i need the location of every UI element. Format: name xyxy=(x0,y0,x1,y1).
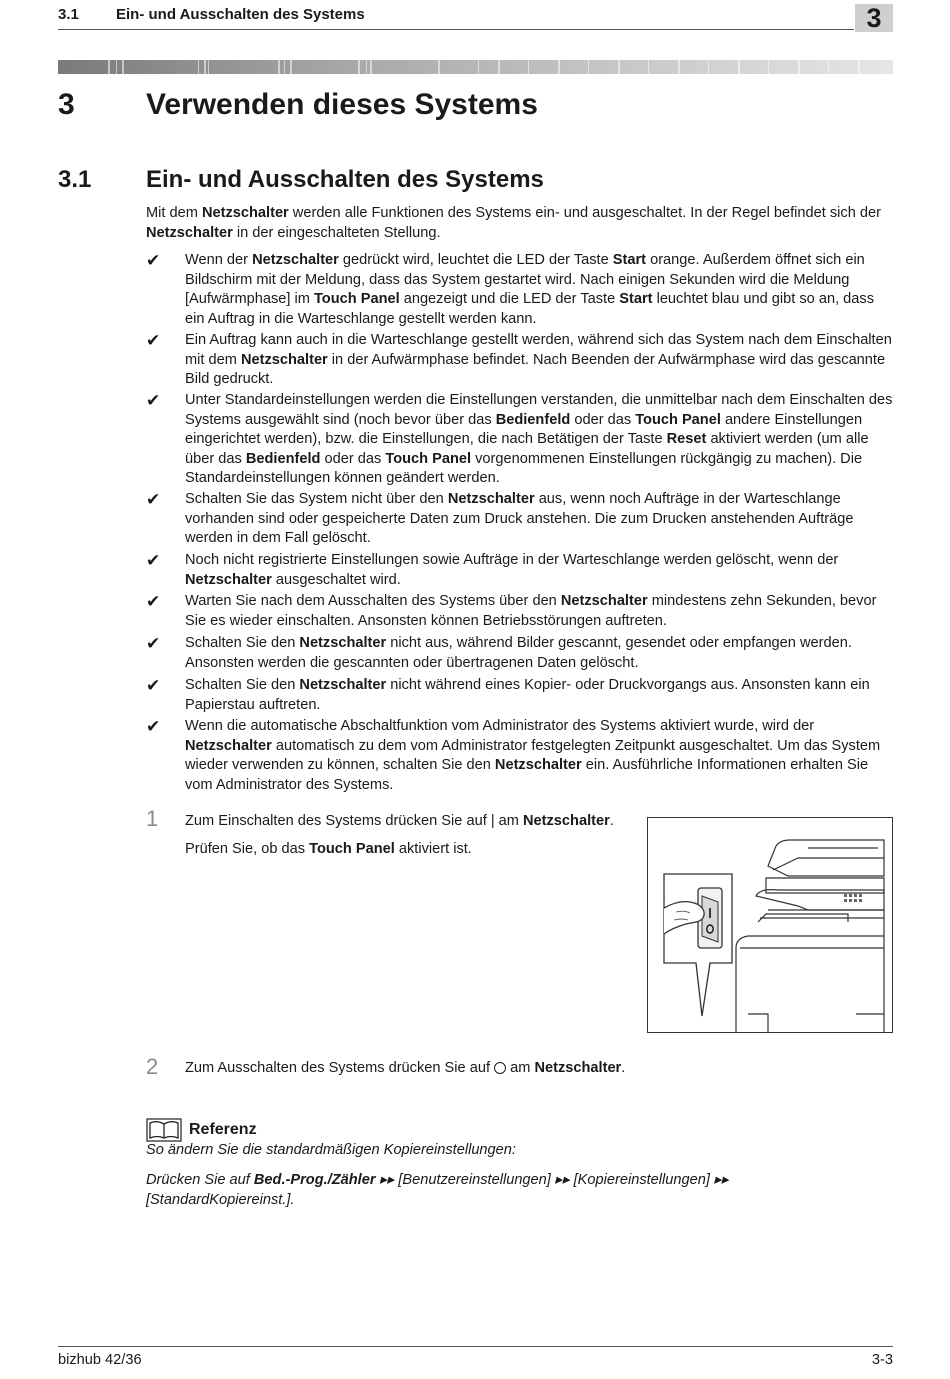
step-number: 1 xyxy=(146,806,159,831)
double-arrow-icon: ▸▸ xyxy=(554,1172,570,1188)
check-icon: ✔ xyxy=(146,717,161,736)
power-switch-illustration xyxy=(647,817,893,1033)
footer-page-number: 3-3 xyxy=(871,1352,893,1368)
bullet-item: Schalten Sie den Netzschalter nicht aus, während Bilder gescannt, gesendet oder empfangen werden. Ansonsten werden die gescannten oder übertragenen Daten gelöscht. xyxy=(185,635,852,671)
check-icon: ✔ xyxy=(146,490,161,509)
book-icon xyxy=(146,1118,182,1142)
check-icon: ✔ xyxy=(146,551,161,570)
step-number: 2 xyxy=(146,1054,159,1079)
check-icon: ✔ xyxy=(146,331,161,350)
bullet-item: Warten Sie nach dem Ausschalten des Systems über den Netzschalter mindestens zehn Sekunden, bevor Sie es wieder einschalten. Ansonsten können Betriebsstörungen auftreten. xyxy=(185,593,877,629)
check-icon: ✔ xyxy=(146,634,161,653)
reference-line: So ändern Sie die standardmäßigen Kopiereinstellungen: xyxy=(146,1142,516,1158)
double-arrow-icon: ▸▸ xyxy=(379,1172,395,1188)
header-section-number: 3.1 xyxy=(58,6,79,23)
bullet-item: Noch nicht registrierte Einstellungen sowie Aufträge in der Warteschlange werden gelöscht, wenn der Netzschalter ausgeschaltet wird. xyxy=(185,552,839,588)
chapter-title: Verwenden dieses Systems xyxy=(146,88,538,121)
reference-title: Referenz xyxy=(189,1121,257,1138)
decorative-gradient-bar xyxy=(58,60,893,74)
intro-paragraph: Mit dem Netzschalter werden alle Funktionen des Systems ein- und ausgeschaltet. In der Regel befindet sich der Netzschalter in der eingeschalteten Stellung. xyxy=(146,205,881,241)
check-icon: ✔ xyxy=(146,676,161,695)
footer-rule xyxy=(58,1346,893,1347)
header-section-title: Ein- und Ausschalten des Systems xyxy=(116,6,365,23)
step-instruction: Zum Einschalten des Systems drücken Sie auf | am Netzschalter. xyxy=(185,813,614,829)
chapter-badge: 3 xyxy=(866,3,882,33)
check-icon: ✔ xyxy=(146,592,161,611)
step-instruction: Zum Ausschalten des Systems drücken Sie auf am Netzschalter. xyxy=(185,1060,626,1076)
bullet-item: Wenn der Netzschalter gedrückt wird, leuchtet die LED der Taste Start orange. Außerdem öffnet sich ein Bildschirm mit der Meldung, dass das System gestartet wird. Nach einigen Sekunden wird die Meldung [Aufwärmphase] im Touch Panel angezeigt und die LED der Taste Start leuchtet blau und gibt so an, dass ein Auftrag in die Warteschlange gestellt werden kann. xyxy=(185,252,875,327)
power-off-circle-icon xyxy=(494,1062,506,1074)
section-number: 3.1 xyxy=(58,166,92,193)
double-arrow-icon: ▸▸ xyxy=(713,1172,729,1188)
header-rule xyxy=(58,29,854,30)
power-switch-drawing xyxy=(648,818,892,1032)
bullet-item: Unter Standardeinstellungen werden die Einstellungen verstanden, die unmittelbar nach dem Einschalten des Systems ausgewählt sind (noch bevor über das Bedienfeld oder das Touch Panel andere Einstellungen eingerichtet werden), bzw. die Einstellungen, die nach Betätigen der Taste Reset aktiviert werden (um alle über das Bedienfeld oder das Touch Panel vorgenommenen Einstellungen rückgängig zu machen). Die Standardeinstellungen können geändert werden. xyxy=(185,392,893,486)
bullet-item: Schalten Sie das System nicht über den Netzschalter aus, wenn noch Aufträge in der Warteschlange vorhanden sind oder gespeicherte Daten zum Druck anstehen. Die zum Drucken anstehenden Aufträge werden in dem Fall gelöscht. xyxy=(185,491,854,546)
section-title: Ein- und Ausschalten des Systems xyxy=(146,166,544,193)
step-sub-instruction: Prüfen Sie, ob das Touch Panel aktiviert ist. xyxy=(185,841,472,857)
bullet-item: Wenn die automatische Abschaltfunktion vom Administrator des Systems aktiviert wurde, wird der Netzschalter automatisch zu dem vom Administrator festgelegten Zeitpunkt ausgeschaltet. Um das System wieder verwenden zu können, schalten Sie den Netzschalter ein. Ausführliche Informationen erhalten Sie vom Administrator des Systems. xyxy=(185,718,881,793)
reference-instruction: Drücken Sie auf Bed.-Prog./Zähler ▸▸ [Benutzereinstellungen] ▸▸ [Kopiereinstellungen] ▸▸ [StandardKopiereinst.]. xyxy=(146,1172,729,1208)
check-icon: ✔ xyxy=(146,391,161,410)
bullet-item: Schalten Sie den Netzschalter nicht während eines Kopier- oder Druckvorgangs aus. Ansonsten kann ein Papierstau auftreten. xyxy=(185,677,870,713)
footer-product: bizhub 42/36 xyxy=(58,1352,142,1368)
chapter-number: 3 xyxy=(58,88,75,121)
bullet-item: Ein Auftrag kann auch in die Warteschlange gestellt werden, während sich das System nach dem Einschalten mit dem Netzschalter in der Aufwärmphase befindet. Nach Beenden der Aufwärmphase wird das gescannte Bild gedruckt. xyxy=(185,332,892,387)
check-icon: ✔ xyxy=(146,251,161,270)
